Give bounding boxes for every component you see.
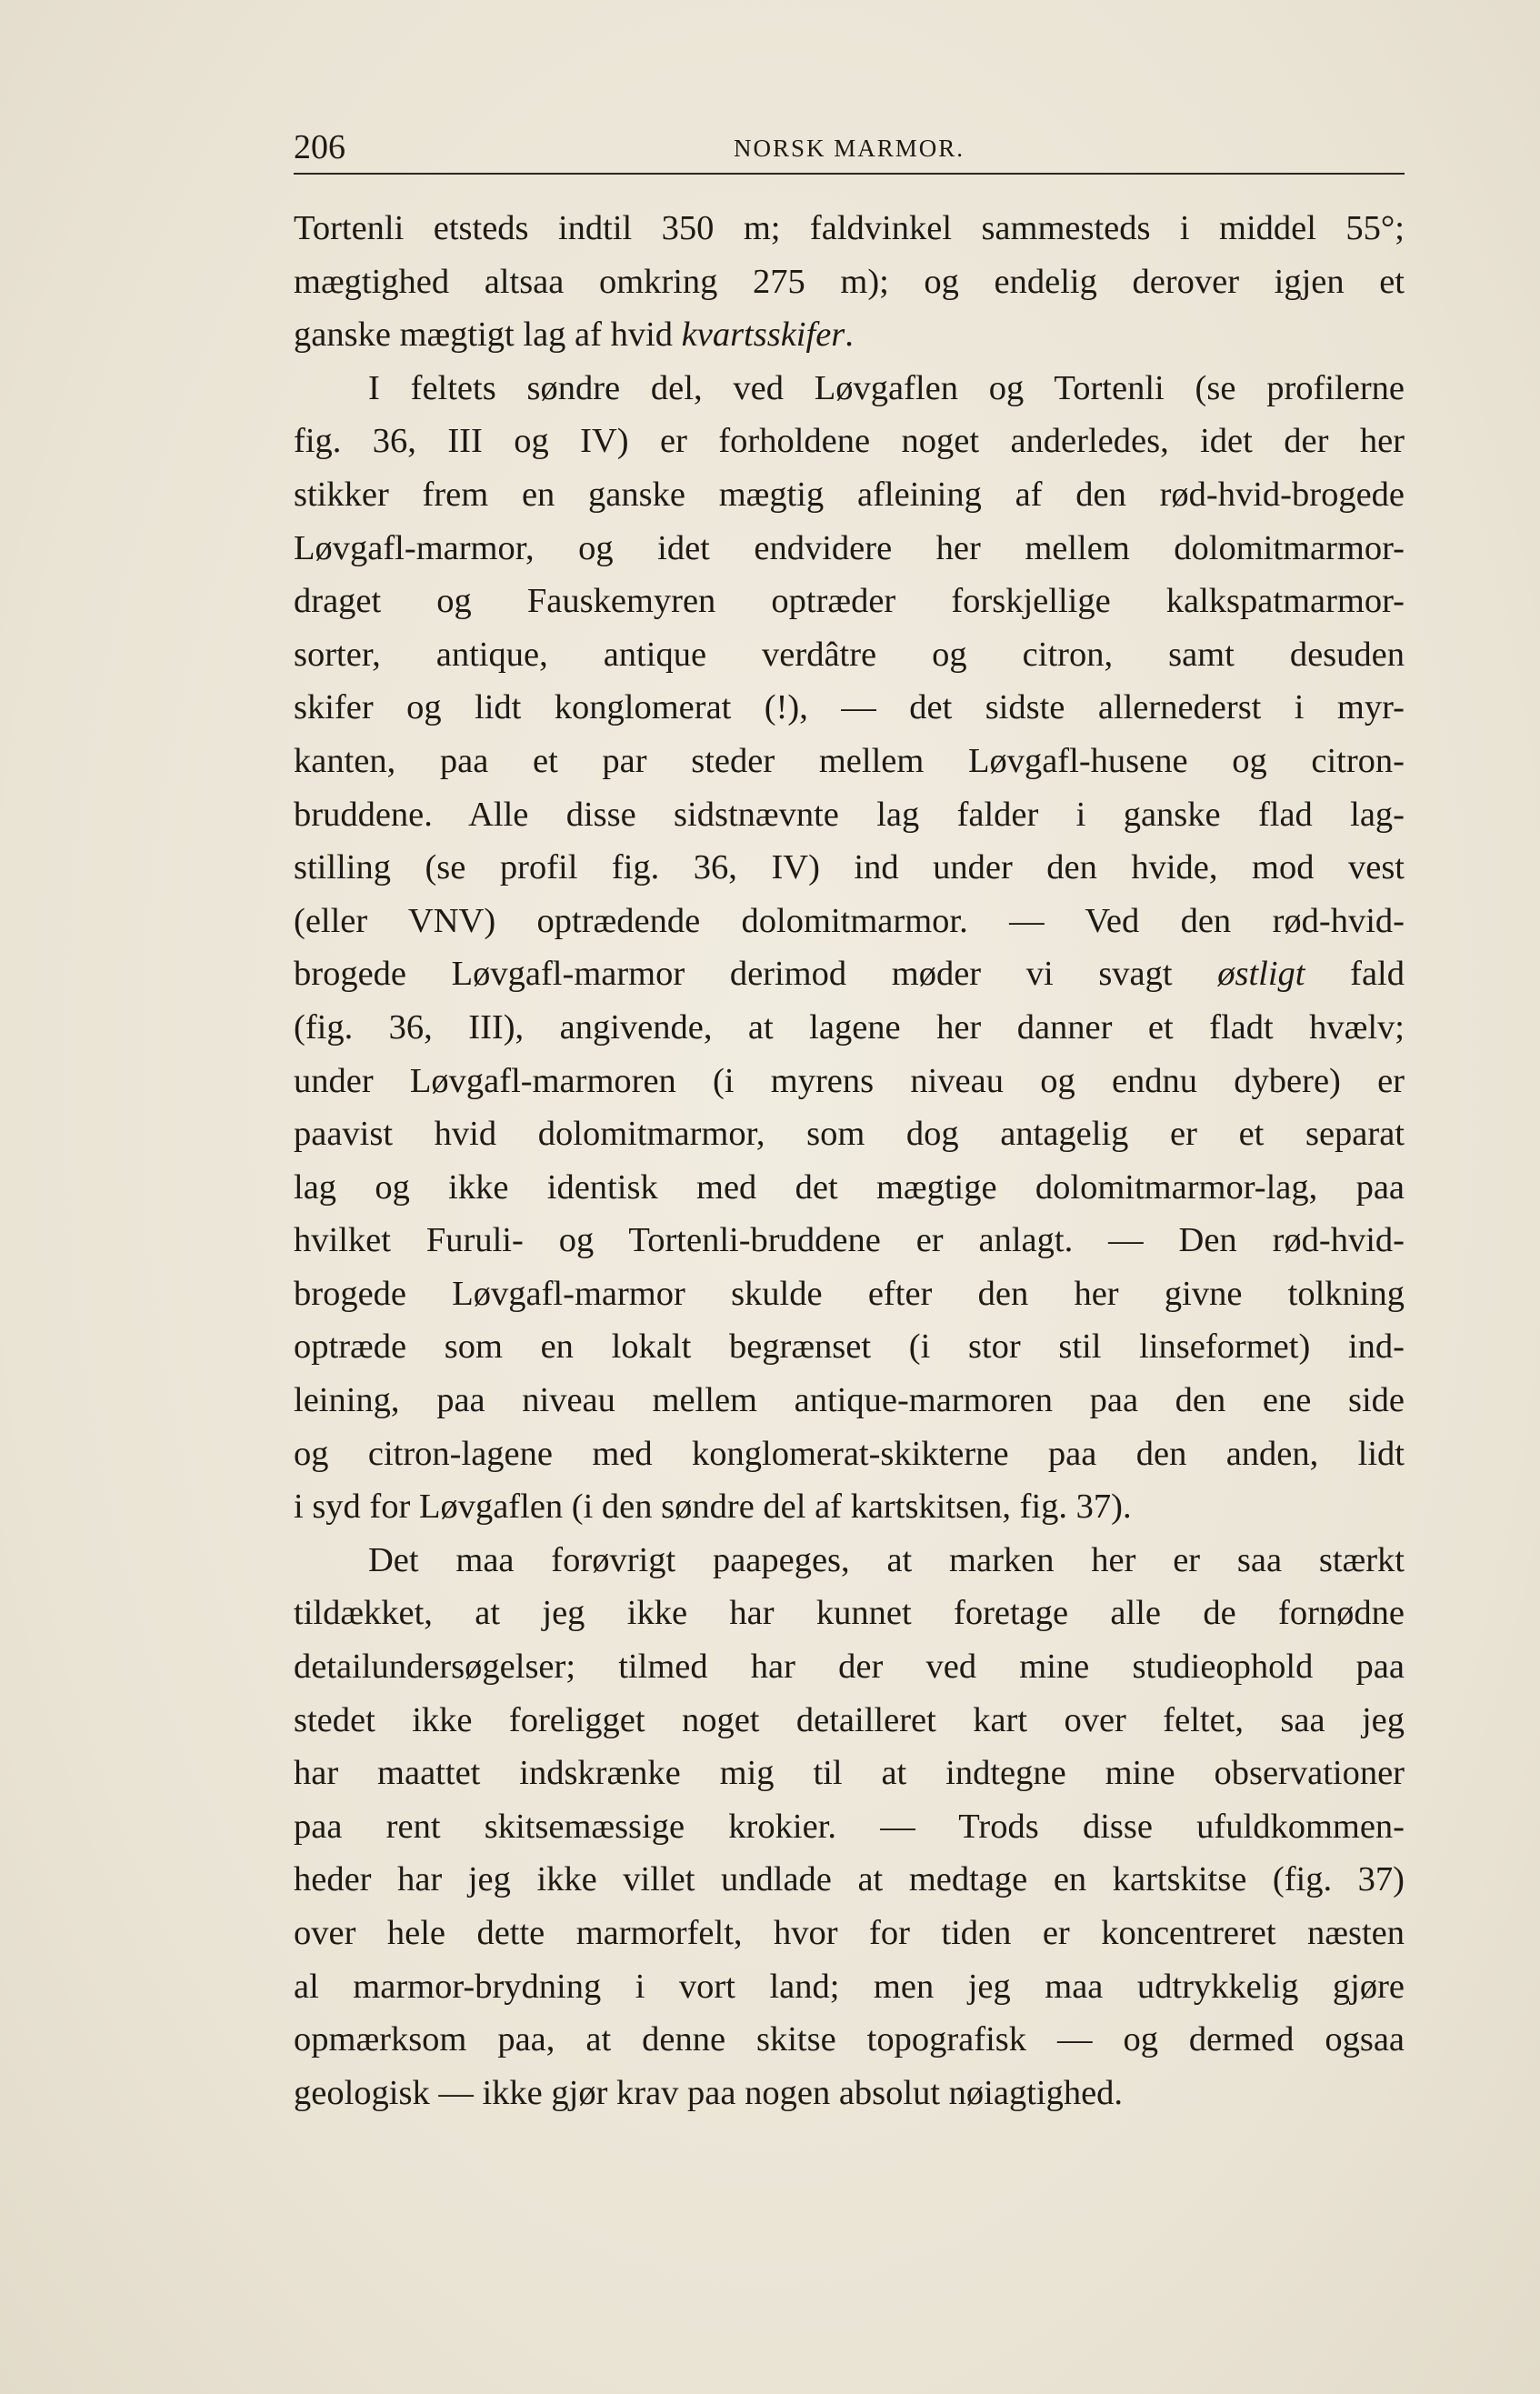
text-line xyxy=(294,202,1405,255)
text-line-content: Det maa forøvrigt paapeges, at marken her er saa stærkt xyxy=(368,1540,1405,1579)
text-line xyxy=(294,575,1405,628)
text-line-content: stikker frem en ganske mægtig afleining af den rød-hvid-brogede xyxy=(294,475,1405,514)
text-line-content: al marmor-brydning i vort land; men jeg maa udtrykkelig gjøre xyxy=(294,1967,1405,2006)
text-line-content: draget og Fauskemyren optræder forskjellige kalkspatmarmor- xyxy=(294,582,1405,621)
text-line xyxy=(294,1534,1405,1588)
text-line xyxy=(294,1853,1405,1907)
text-line xyxy=(294,1640,1405,1694)
text-line xyxy=(294,1161,1405,1215)
text-line-tail: . xyxy=(845,316,854,355)
italic-term: kvartsskifer xyxy=(681,316,845,355)
text-line xyxy=(294,1055,1405,1108)
text-line-content: Tortenli etsteds indtil 350 m; faldvinkel sammesteds i middel 55°; xyxy=(294,209,1405,247)
text-line-content: I feltets søndre del, ved Løvgaflen og Tortenli (se profilerne xyxy=(368,368,1405,407)
page-number: 206 xyxy=(294,128,345,166)
text-line xyxy=(294,362,1405,416)
text-line xyxy=(294,1107,1405,1161)
text-line-content: fig. 36, III og IV) er forholdene noget anderledes, idet der her xyxy=(294,422,1405,461)
text-line xyxy=(294,1907,1405,1960)
text-line xyxy=(294,1587,1405,1640)
text-line-content: (eller VNV) optrædende dolomitmarmor. — Ved den rød-hvid- xyxy=(294,901,1405,940)
text-line-content: opmærksom paa, at denne skitse topografisk — og dermed ogsaa xyxy=(294,2020,1405,2059)
text-line-content: ganske mægtigt lag af hvid xyxy=(294,316,682,355)
text-line xyxy=(294,468,1405,522)
text-line xyxy=(294,1374,1405,1427)
text-line-content: i syd for Løvgaflen (i den søndre del af kartskitsen, fig. 37). xyxy=(294,1487,1132,1527)
text-line-content: hvilket Furuli- og Tortenli-bruddene er anlagt. — Den rød-hvid- xyxy=(294,1221,1405,1260)
text-line xyxy=(294,1320,1405,1374)
text-line-content: over hele dette marmorfelt, hvor for tiden er koncentreret næsten xyxy=(294,1914,1405,1952)
header-rule xyxy=(294,173,1405,175)
text-line-content: har maattet indskrænke mig til at indtegne mine observationer xyxy=(294,1754,1405,1793)
text-line-content: Løvgafl-marmor, og idet endvidere her mellem dolomitmarmor- xyxy=(294,528,1405,567)
text-line-content: geologisk — ikke gjør krav paa nogen absolut nøiagtighed. xyxy=(294,2073,1124,2112)
text-line xyxy=(294,1480,1405,1534)
text-line xyxy=(294,308,1405,362)
text-line-content: kanten, paa et par steder mellem Løvgafl-husene og citron- xyxy=(294,741,1405,780)
text-line-content: leining, paa niveau mellem antique-marmoren paa den ene side xyxy=(294,1381,1405,1420)
text-line-content: tildækket, at jeg ikke har kunnet foretage alle de fornødne xyxy=(294,1594,1405,1633)
text-line-content: brogede Løvgafl-marmor skulde efter den her givne tolkning xyxy=(294,1274,1405,1313)
text-line-content: sorter, antique, antique verdâtre og citron, samt desuden xyxy=(294,635,1405,674)
text-line xyxy=(294,415,1405,468)
text-line xyxy=(294,841,1405,895)
text-line-content: paa rent skitsemæssige krokier. — Trods disse ufuldkommen- xyxy=(294,1807,1405,1846)
text-line xyxy=(294,1960,1405,2014)
text-line-content: heder har jeg ikke villet undlade at medtage en kartskitse (fig. 37) xyxy=(294,1860,1405,1899)
running-title: NORSK MARMOR. xyxy=(733,135,965,162)
text-line-tail: fald xyxy=(1305,955,1405,994)
body-text xyxy=(294,202,1405,2119)
text-line xyxy=(294,947,1405,1001)
text-line xyxy=(294,681,1405,735)
text-line-content: og citron-lagene med konglomerat-skikterne paa den anden, lidt xyxy=(294,1434,1405,1473)
text-line-content: skifer og lidt konglomerat (!), — det sidste allernederst i myr- xyxy=(294,688,1405,727)
text-line xyxy=(294,1800,1405,1854)
text-line xyxy=(294,522,1405,576)
text-line-content: detailundersøgelser; tilmed har der ved mine studieophold paa xyxy=(294,1648,1405,1687)
text-line xyxy=(294,788,1405,842)
text-line xyxy=(294,2013,1405,2067)
text-line xyxy=(294,895,1405,948)
text-line xyxy=(294,735,1405,788)
text-line-content: bruddene. Alle disse sidstnævnte lag falder i ganske flad lag- xyxy=(294,795,1405,834)
text-line xyxy=(294,1267,1405,1321)
text-line-content: brogede Løvgafl-marmor derimod møder vi svagt xyxy=(294,955,1218,994)
text-line xyxy=(294,628,1405,682)
text-line-content: stedet ikke foreligget noget detailleret kart over feltet, saa jeg xyxy=(294,1700,1405,1739)
text-line xyxy=(294,1694,1405,1748)
text-line-content: (fig. 36, III), angivende, at lagene her danner et fladt hvælv; xyxy=(294,1007,1405,1047)
text-line-content: lag og ikke identisk med det mægtige dolomitmarmor-lag, paa xyxy=(294,1167,1405,1207)
text-line xyxy=(294,1214,1405,1267)
text-line-content: under Løvgafl-marmoren (i myrens niveau og endnu dybere) er xyxy=(294,1061,1405,1100)
italic-term: østligt xyxy=(1217,955,1305,994)
text-line xyxy=(294,1427,1405,1481)
text-line xyxy=(294,1001,1405,1055)
text-line-content: optræde som en lokalt begrænset (i stor stil linseformet) ind- xyxy=(294,1327,1405,1367)
text-line xyxy=(294,255,1405,309)
text-line-content: mægtighed altsaa omkring 275 m); og endelig derover igjen et xyxy=(294,262,1405,301)
text-line xyxy=(294,1747,1405,1800)
page-header xyxy=(294,127,1405,175)
text-line xyxy=(294,2067,1405,2120)
text-line-content: stilling (se profil fig. 36, IV) ind under den hvide, mod vest xyxy=(294,848,1405,887)
text-line-content: paavist hvid dolomitmarmor, som dog antagelig er et separat xyxy=(294,1115,1405,1154)
